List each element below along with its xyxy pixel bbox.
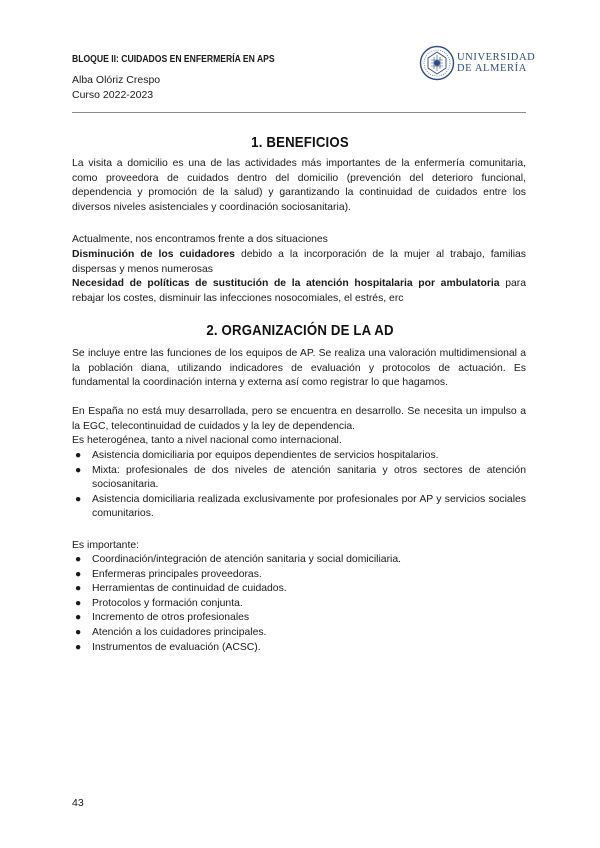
section2-paragraph-2: En España no está muy desarrollada, pero se encuentra en desarrollo. Se necesita un impulso a la EGC, telecontinuidad de cuidados y la ley de dependencia. [72, 406, 526, 432]
list-item: ● Coordinación/integración de atención sanitaria y social domiciliaria. [72, 553, 526, 568]
list-item: ● Instrumentos de evaluación (ACSC). [72, 641, 526, 656]
list-item: ● Atención a los cuidadores principales. [72, 626, 526, 641]
university-logo [419, 45, 536, 81]
bullet-icon: ● [75, 568, 82, 580]
list-item: ● Mixta: profesionales de dos niveles de atención sanitaria y otros sectores de atención sociosanitaria. [75, 464, 526, 491]
bullet-icon: ● [75, 450, 82, 461]
university-seal-icon [419, 45, 455, 81]
important-list [72, 553, 526, 655]
bullet-icon: ● [75, 626, 82, 638]
university-wordmark [457, 52, 535, 74]
section2-paragraph-1: Se incluye entre las funciones de los equipos de AP. Se realiza una valoración multidimensional a la población diana, utilizando indicadores de evaluación y protocolos de actuación. Es fundamental la coordinación interna y externa así como registrar lo que hagamos. [72, 348, 526, 389]
list-item: ● Herramientas de continuidad de cuidados. [72, 582, 526, 597]
header-course: Curso 2022-2023 [72, 89, 154, 101]
wordmark-line1: UNIVERSIDAD [457, 52, 536, 63]
situation-1-title: Disminución de los cuidadores [72, 249, 235, 260]
situations-lead: Actualmente, nos encontramos frente a dos situaciones [72, 234, 328, 245]
bullet-icon: ● [75, 554, 82, 565]
header-divider [72, 112, 526, 113]
section2-heading: 2. ORGANIZACIÓN DE LA AD [206, 322, 394, 339]
header-author: Alba Olóriz Crespo [72, 74, 161, 86]
bullet-icon: ● [75, 464, 82, 476]
situation-2-title: Necesidad de políticas de sustitución de la atención hospitalaria por ambulatoria [72, 278, 500, 289]
section1-intro: La visita a domicilio es una de las actividades más importantes de la enfermería comunitaria, como proveedora de cuidados dentro del domicilio (prevención del deterioro funcional, dependencia y promoción de la salud) y garantizando la continuidad de cuidados entre los diversos niveles asistenciales y coordinación sociosanitaria). [72, 158, 526, 213]
situation-1 [72, 248, 526, 277]
bullet-icon: ● [75, 493, 82, 505]
list-item: ● Protocolos y formación conjunta. [72, 597, 526, 612]
page-number: 43 [72, 797, 84, 809]
bullet-icon: ● [75, 583, 82, 595]
header-title: BLOQUE II: CUIDADOS EN ENFERMERÍA EN APS [72, 53, 275, 65]
bullet-icon: ● [75, 597, 82, 609]
situation-1-text: debido a la incorporación de la mujer al trabajo, familias dispersas y menos numerosas [72, 249, 526, 275]
bullet-icon: ● [75, 641, 82, 653]
important-lead: Es importante: [72, 540, 139, 551]
list-item: ● Asistencia domiciliaria realizada exclusivamente por profesionales por AP y servicios sociales comunitarios. [75, 493, 526, 520]
wordmark-line2: DE ALMERÍA [457, 63, 527, 74]
section2-paragraph-3: Es heterogénea, tanto a nivel nacional como internacional. [72, 435, 342, 446]
bullet-icon: ● [75, 612, 82, 624]
section1-heading: 1. BENEFICIOS [251, 134, 349, 151]
types-list [72, 449, 526, 522]
situation-2 [72, 277, 526, 306]
list-item: ● Enfermeras principales proveedoras. [72, 568, 526, 583]
list-item: ● Asistencia domiciliaria por equipos dependientes de servicios hospitalarios. [72, 449, 526, 464]
list-item: ● Incremento de otros profesionales [72, 611, 526, 626]
situation-2-text: para rebajar los costes, disminuir las infecciones nosocomiales, el estrés, erc [72, 278, 527, 304]
